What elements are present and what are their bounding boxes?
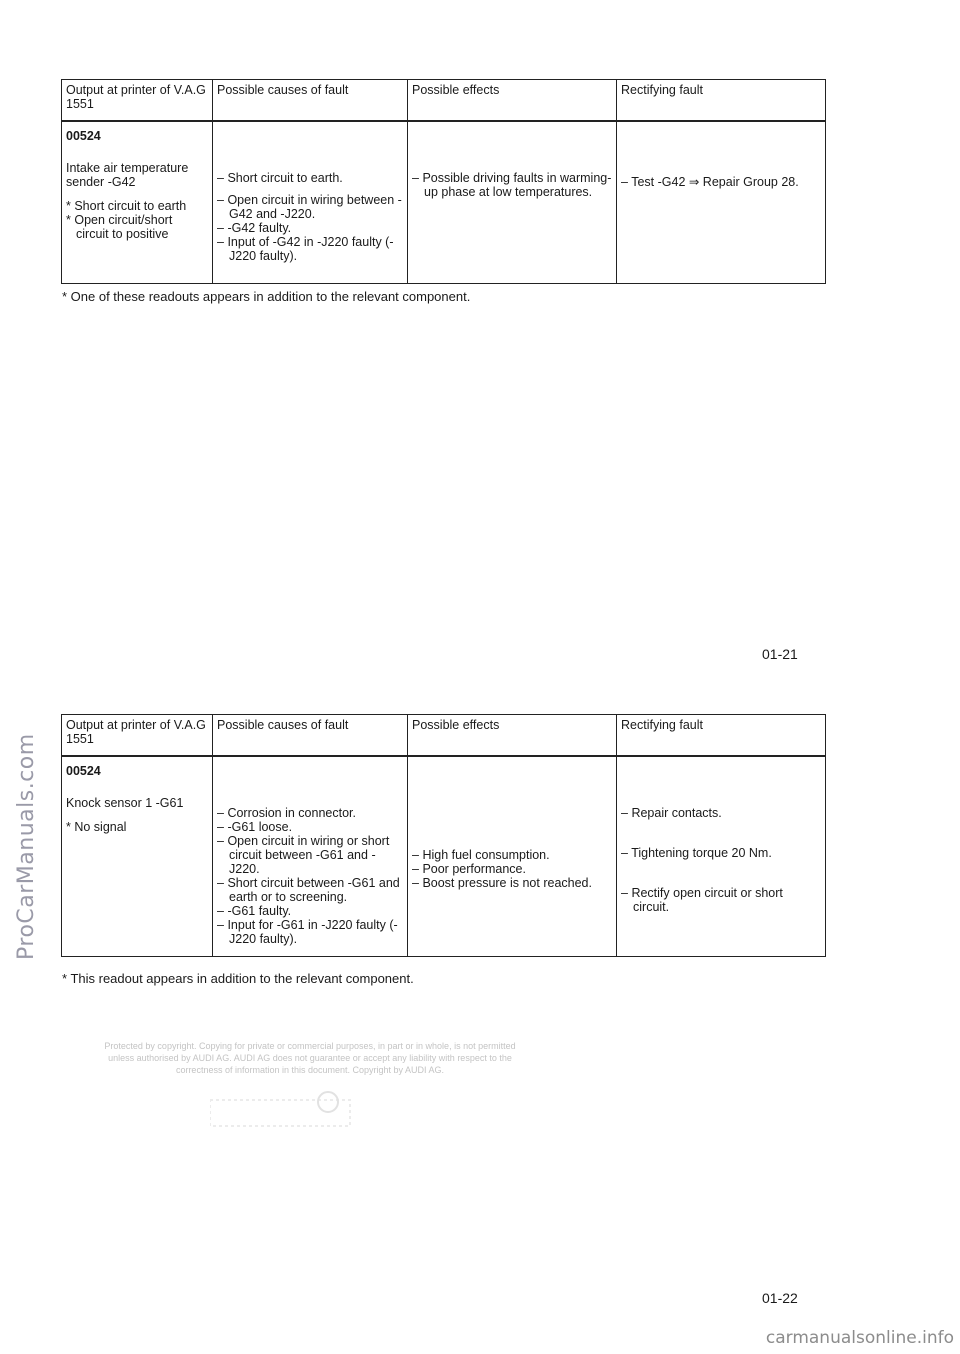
rectify-item: – Repair contacts.	[621, 806, 821, 820]
cause-item: – Short circuit to earth.	[217, 171, 403, 185]
table-header-row	[62, 80, 826, 122]
component-name: Intake air temperature sender -G42	[66, 161, 189, 189]
page-number: 01-22	[762, 1290, 798, 1306]
effect-item: – High fuel consumption.	[412, 848, 612, 862]
cause-item: – Input for -G61 in -J220 faulty (-J220 faulty).	[217, 918, 403, 946]
fault-code: 00524	[66, 129, 101, 143]
faded-logo-icon	[210, 1090, 360, 1130]
table-row	[62, 756, 826, 956]
cause-item: – -G42 faulty.	[217, 221, 403, 235]
causes-cell	[213, 121, 408, 283]
page-number: 01-21	[762, 646, 798, 662]
bottom-watermark: carmanualsonline.info	[765, 1328, 954, 1348]
header-output: Output at printer of V.A.G 1551	[62, 80, 213, 122]
cause-item: – -G61 faulty.	[217, 904, 403, 918]
cause-item: – Open circuit in wiring or short circuit between -G61 and -J220.	[217, 834, 403, 876]
logo-stamp	[210, 1090, 360, 1139]
component-name: Knock sensor 1 -G61	[66, 796, 184, 810]
status-line: * No signal	[66, 820, 208, 834]
effect-item: – Boost pressure is not reached.	[412, 876, 612, 890]
causes-cell	[213, 756, 408, 956]
effects-cell	[408, 121, 617, 283]
copyright-notice: Protected by copyright. Copying for private or commercial purposes, in part or in whole, is not permitted unless authorised by AUDI AG. AUDI AG does not guarantee or accept any liability with respect to the correctness of information in this document. Copyright by AUDI AG.	[104, 1041, 516, 1075]
rectify-item: – Rectify open circuit or short circuit.	[621, 886, 821, 914]
header-output: Output at printer of V.A.G 1551	[62, 715, 213, 757]
header-effects: Possible effects	[408, 715, 617, 757]
rectify-cell	[617, 756, 826, 956]
effect-item: – Poor performance.	[412, 862, 612, 876]
header-causes: Possible causes of fault	[213, 715, 408, 757]
effects-cell	[408, 756, 617, 956]
cause-item: – Open circuit in wiring between -G42 and -J220.	[217, 193, 403, 221]
footnote-2: * This readout appears in addition to the relevant component.	[62, 971, 414, 986]
rectify-item: – Tightening torque 20 Nm.	[621, 846, 821, 860]
table-header-row	[62, 715, 826, 757]
fault-code: 00524	[66, 764, 101, 778]
rectify-item: – Test -G42 ⇒ Repair Group 28.	[621, 175, 821, 189]
cause-item: – -G61 loose.	[217, 820, 403, 834]
cause-item: – Corrosion in connector.	[217, 806, 403, 820]
effect-item: – Possible driving faults in warming-up phase at low temperatures.	[412, 171, 612, 199]
cause-item: – Input of -G42 in -J220 faulty (-J220 faulty).	[217, 235, 403, 263]
header-effects: Possible effects	[408, 80, 617, 122]
header-rectify: Rectifying fault	[617, 80, 826, 122]
cause-item: – Short circuit between -G61 and earth or to screening.	[217, 876, 403, 904]
footnote-1: * One of these readouts appears in addition to the relevant component.	[62, 289, 470, 304]
table-row	[62, 121, 826, 283]
side-watermark: ProCarManuals.com	[14, 733, 39, 960]
status-line: * Open circuit/short circuit to positive	[66, 213, 208, 241]
fault-table-g42	[61, 79, 826, 284]
status-line: * Short circuit to earth	[66, 199, 208, 213]
output-cell	[62, 121, 213, 283]
rectify-cell	[617, 121, 826, 283]
header-causes: Possible causes of fault	[213, 80, 408, 122]
output-cell	[62, 756, 213, 956]
fault-table-g61	[61, 714, 826, 957]
header-rectify: Rectifying fault	[617, 715, 826, 757]
